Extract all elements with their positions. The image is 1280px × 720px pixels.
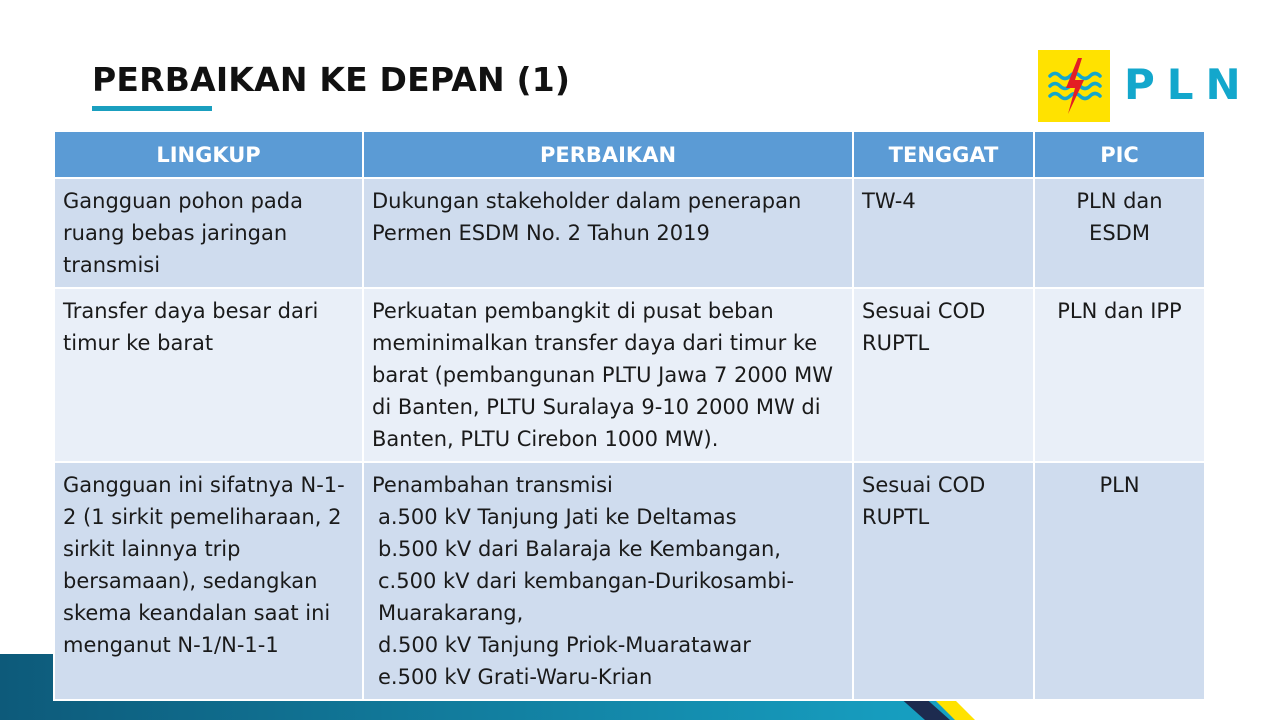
cell-pic: PLN dan ESDM <box>1034 178 1205 288</box>
pln-logo-mark-icon <box>1038 50 1110 122</box>
perbaikan-item-d: d.500 kV Tanjung Priok-Muaratawar <box>378 633 751 657</box>
perbaikan-item-a: a.500 kV Tanjung Jati ke Deltamas <box>378 505 737 529</box>
perbaikan-item-c: c.500 kV dari kembangan-Durikosambi-Muarakarang, <box>378 569 795 625</box>
perbaikan-item-e: e.500 kV Grati-Waru-Krian <box>378 665 653 689</box>
cell-tenggat: TW-4 <box>853 178 1034 288</box>
title-underline <box>92 106 212 111</box>
cell-tenggat: Sesuai COD RUPTL <box>853 462 1034 700</box>
cell-perbaikan: Perkuatan pembangkit di pusat beban meminimalkan transfer daya dari timur ke barat (pembangunan PLTU Jawa 7 2000 MW di Banten, PLTU Suralaya 9-10 2000 MW di Banten, PLTU Cirebon 1000 MW). <box>363 288 853 462</box>
header-tenggat: TENGGAT <box>853 131 1034 178</box>
improvement-table <box>53 130 1206 701</box>
table-row <box>54 462 1205 700</box>
table-header-row <box>54 131 1205 178</box>
header-perbaikan: PERBAIKAN <box>363 131 853 178</box>
cell-tenggat: Sesuai COD RUPTL <box>853 288 1034 462</box>
cell-lingkup: Gangguan ini sifatnya N-1-2 (1 sirkit pemeliharaan, 2 sirkit lainnya trip bersamaan), sedangkan skema keandalan saat ini menganut N-1/N-1-1 <box>54 462 363 700</box>
pln-logo-text: PLN <box>1124 60 1253 109</box>
pln-logo <box>1038 50 1253 122</box>
header-lingkup: LINGKUP <box>54 131 363 178</box>
cell-lingkup: Transfer daya besar dari timur ke barat <box>54 288 363 462</box>
cell-perbaikan <box>363 462 853 700</box>
table-row <box>54 178 1205 288</box>
table-row <box>54 288 1205 462</box>
cell-pic: PLN <box>1034 462 1205 700</box>
cell-lingkup: Gangguan pohon pada ruang bebas jaringan transmisi <box>54 178 363 288</box>
slide-title: PERBAIKAN KE DEPAN (1) <box>92 60 571 99</box>
header-pic: PIC <box>1034 131 1205 178</box>
cell-perbaikan: Dukungan stakeholder dalam penerapan Permen ESDM No. 2 Tahun 2019 <box>363 178 853 288</box>
perbaikan-intro: Penambahan transmisi <box>372 473 613 497</box>
perbaikan-item-b: b.500 kV dari Balaraja ke Kembangan, <box>378 537 781 561</box>
cell-pic: PLN dan IPP <box>1034 288 1205 462</box>
